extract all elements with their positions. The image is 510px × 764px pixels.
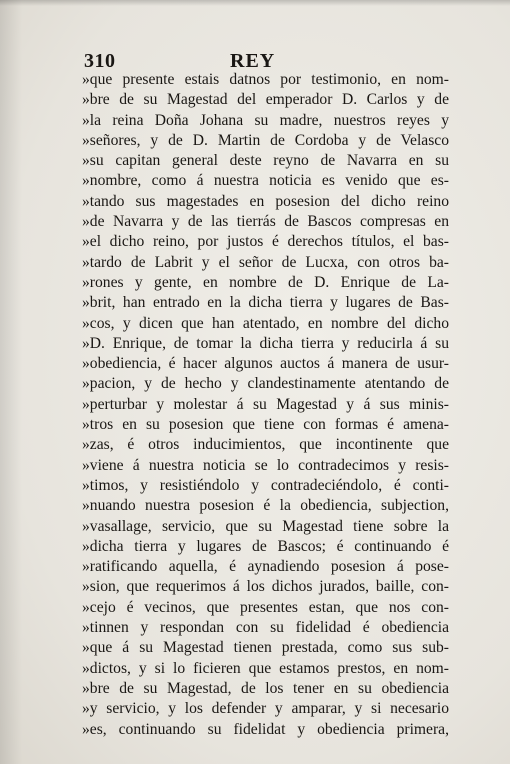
- text-line: »cejo é vecinos, que presentes estan, que nos con-: [82, 598, 449, 616]
- body-text: [82, 70, 449, 740]
- text-line: »tando sus magestades en posesion del dicho reino: [82, 192, 449, 210]
- text-line: »su capitan general deste reyno de Navarra en su: [82, 152, 449, 170]
- text-line: »el dicho reino, por justos é derechos títulos, el bas-: [82, 233, 449, 251]
- text-line: »brit, han entrado en la dicha tierra y lugares de Bas-: [82, 294, 449, 312]
- text-line: »vasallage, servicio, que su Magestad tiene sobre la: [82, 517, 449, 535]
- running-head: REY: [230, 50, 276, 72]
- text-line: »nuando nuestra posesion é la obediencia, subjection,: [82, 497, 449, 515]
- text-line: »la reina Doña Johana su madre, nuestros reyes y: [82, 111, 449, 129]
- text-line: »ratificando aquella, é aynadiendo posesion á pose-: [82, 558, 449, 576]
- text-line: »zas, é otros inducimientos, que incontinente que: [82, 436, 449, 454]
- text-line: »pacion, y de hecho y clandestinamente atentando de: [82, 375, 449, 393]
- text-line: »rones y gente, en nombre de D. Enrique de La-: [82, 273, 449, 291]
- text-line: »tros en su posesion que tiene con formas é amena-: [82, 416, 449, 434]
- text-line: »tinnen y respondan con su fidelidad é obediencia: [82, 619, 449, 637]
- text-line: »y servicio, y los defender y amparar, y si necesario: [82, 700, 449, 718]
- text-line: »obediencia, é hacer algunos auctos á manera de usur-: [82, 355, 449, 373]
- text-line: »que á su Magestad tienen prestada, como sus sub-: [82, 639, 449, 657]
- text-line: »bre de su Magestad del emperador D. Carlos y de: [82, 91, 449, 109]
- page-number: 310: [84, 50, 116, 72]
- page-edge-shadow: [0, 0, 510, 6]
- text-line: »que presente estais datnos por testimonio, en nom-: [82, 71, 449, 88]
- text-line: »viene á nuestra noticia se lo contradecimos y resis-: [82, 456, 449, 474]
- text-line: »dicha tierra y lugares de Bascos; é continuando é: [82, 537, 449, 555]
- text-line: »cos, y dicen que han atentado, en nombre del dicho: [82, 314, 449, 332]
- text-line: »timos, y resistiéndolo y contradeciéndolo, é conti-: [82, 476, 449, 494]
- text-line: »tardo de Labrit y el señor de Lucxa, con otros ba-: [82, 253, 449, 271]
- text-line: »dictos, y si lo ficieren que estamos prestos, en nom-: [82, 659, 449, 677]
- text-line: »nombre, como á nuestra noticia es venido que es-: [82, 172, 449, 190]
- text-line: »señores, y de D. Martin de Cordoba y de Velasco: [82, 131, 449, 149]
- text-line: »de Navarra y de las tierrás de Bascos compresas en: [82, 213, 449, 231]
- text-line: »es, continuando su fidelidat y obediencia primera,: [82, 720, 449, 738]
- text-line: »D. Enrique, de tomar la dicha tierra y reducirla á su: [82, 334, 449, 352]
- text-line: »sion, que requerimos á los dichos jurados, baille, con-: [82, 578, 449, 596]
- text-line: »perturbar y molestar á su Magestad y á sus minis-: [82, 395, 449, 413]
- text-line: »bre de su Magestad, de los tener en su obediencia: [82, 679, 449, 697]
